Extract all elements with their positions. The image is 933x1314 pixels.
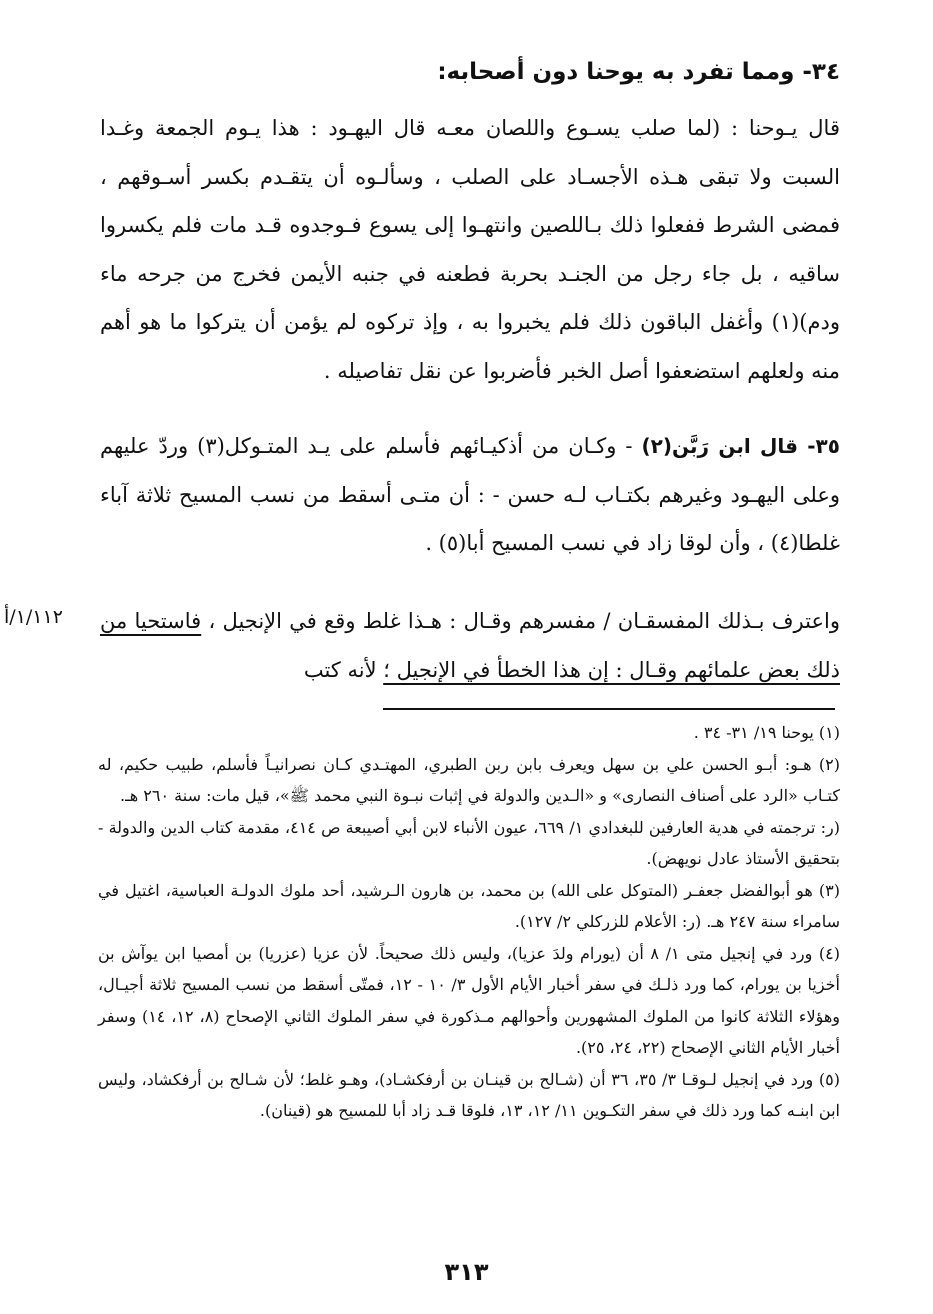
manuscript-folio-reference: ١/١١٢/أ <box>4 606 63 628</box>
footnote-text: (ر: ترجمته في هدية العارفين للبغدادي ١/ ٦٦٩، عيون الأنباء لابن أبي أصيبعة ص ٤١٤، مقدمة كتاب الدين والدولة - بتحقيق الأستاذ عادل نويهض). <box>98 817 841 868</box>
footnote-text: هـو: أبـو الحسن علي بن سهل ويعرف بابن ربن الطبري، المهتـدي كـان نصرانيـاً فأسلم، طبيب حكيم، له كتـاب «الرد على أصناف النصارى» و «الـدين والدولة في إثبات نبـوة النبي محمد ﷺ»، قيل مات: سنة ٢٦٠ هـ. <box>98 754 840 805</box>
paragraph-text: قال يـوحنا : (لما صلب يسـوع واللصان معـه قال اليهـود : هذا يـوم الجمعة وغـدا السبت ولا تبقى هـذه الأجسـاد على الصلب ، وسألـوه أن يتقـدم بكسر أسـوقهم ، فمضى الشرط ففعلوا ذلك بـاللصين وانتهـوا إلى يسوع فـوجدوه قـد مات فلم يكسروا ساقيه ، بل جاء رجل من الجنـد بحربة فطعنه في جنبه الأيمن فخرج من جرحه ماء ودم)(١) وأغفل الباقون ذلك فلم يخبروا به ، وإذ تركوه لم يؤمن أن يتركوا ما هو أهم منه ولعلهم استضعفوا أصل الخبر فأضربوا عن نقل تفاصيله . <box>100 116 841 383</box>
footnote-text: يوحنا ١٩/ ٣١- ٣٤ . <box>693 723 814 742</box>
footnote-label: (٢) <box>818 754 840 774</box>
footnote-1 <box>98 717 840 749</box>
paragraph-tail: لأنه كتب <box>303 657 384 682</box>
footnote-2 <box>98 749 840 812</box>
paragraph-continuation: - وكـان من أذكيـائهم فأسلم على يـد المتـوكل(٣) وردّ عليهم وعلى اليهـود وغيرهم بكتـاب لـه حسن - : أن متـى أسقط من نسب المسيح ثلاثة آباء غلطا(٤) ، وأن لوقا زاد في نسب المسيح أبا(٥) . <box>100 434 840 555</box>
footnote-separator <box>383 708 835 710</box>
underlined-passage: فاستحيا من ذلك بعض علمائهم وقـال : إن هذا الخطأ في الإنجيل ؛ <box>100 609 840 682</box>
paragraph-text <box>100 422 840 568</box>
footnote-4 <box>98 938 840 1064</box>
section-heading: ٣٤- ومما تفرد به يوحنا دون أصحابه: <box>437 59 840 85</box>
footnote-label: (٥) <box>818 1069 841 1089</box>
paragraph-text <box>100 597 840 694</box>
footnote-label: (١) <box>818 723 840 742</box>
paragraph-lead: واعترف بـذلك المفسقـان / مفسرهم وقـال : هـذا غلط وقع في الإنجيل ، <box>208 609 840 633</box>
page-number: ٣١٣ <box>444 1258 489 1286</box>
footnote-text: هو أبوالفضل جعفـر (المتوكل على الله) بن محمد، بن هارون الـرشيد، أحد ملوك الدولـة العباسية، اغتيل في سامراء سنة ٢٤٧ هـ. (ر: الأعلام للزركلي ٢/ ١٢٧). <box>98 880 840 931</box>
footnote-text: ورد في إنجيل لـوقـا ٣/ ٣٥، ٣٦ أن (شـالح بن قينـان بن أرفكشـاد)، وهـو غلط؛ لأن شـالح بن أرفكشاد، وليس ابن ابنـه كما ورد ذلك في سفر التكـوين ١١/ ١٢، ١٣، فلوقا قـد زاد أبا للمسيح هو (قينان). <box>98 1069 840 1120</box>
footnote-label: (٤) <box>818 943 840 963</box>
body-paragraph-1 <box>100 104 840 395</box>
footnote-text: ورد في إنجيل متى ١/ ٨ أن (يورام ولدَ عزيا)، وليس ذلك صحيحاً. لأن عزيا (عزريا) بن أمصيا ابن يوآش بن أخزيا بن يورام، كما ورد ذلـك في سفر أخبار الأيام الأول ٣/ ١٠ - ١٢، فمتّى أسقط من نسب المسيح ثلاثة أجيـال، وهؤلاء الثلاثة كانوا من الملوك المشهورين وأحوالهم مـذكورة في سفر الملوك الثاني الإصحاح (٨، ١٢، ١٤) وسفر أخبار الأيام الثاني الإصحاح (٢٢، ٢٤، ٢٥). <box>98 943 841 1057</box>
body-paragraph-3 <box>100 597 840 694</box>
footnote-2-sources <box>98 812 840 875</box>
section-number-heading: ٣٥- قال ابن رَبَّن(٢) <box>641 434 840 458</box>
footnote-5 <box>98 1064 840 1127</box>
footnote-3 <box>98 875 840 938</box>
footnote-label: (٣) <box>818 880 840 900</box>
body-paragraph-2 <box>100 422 840 568</box>
footnotes-section <box>98 717 840 1127</box>
